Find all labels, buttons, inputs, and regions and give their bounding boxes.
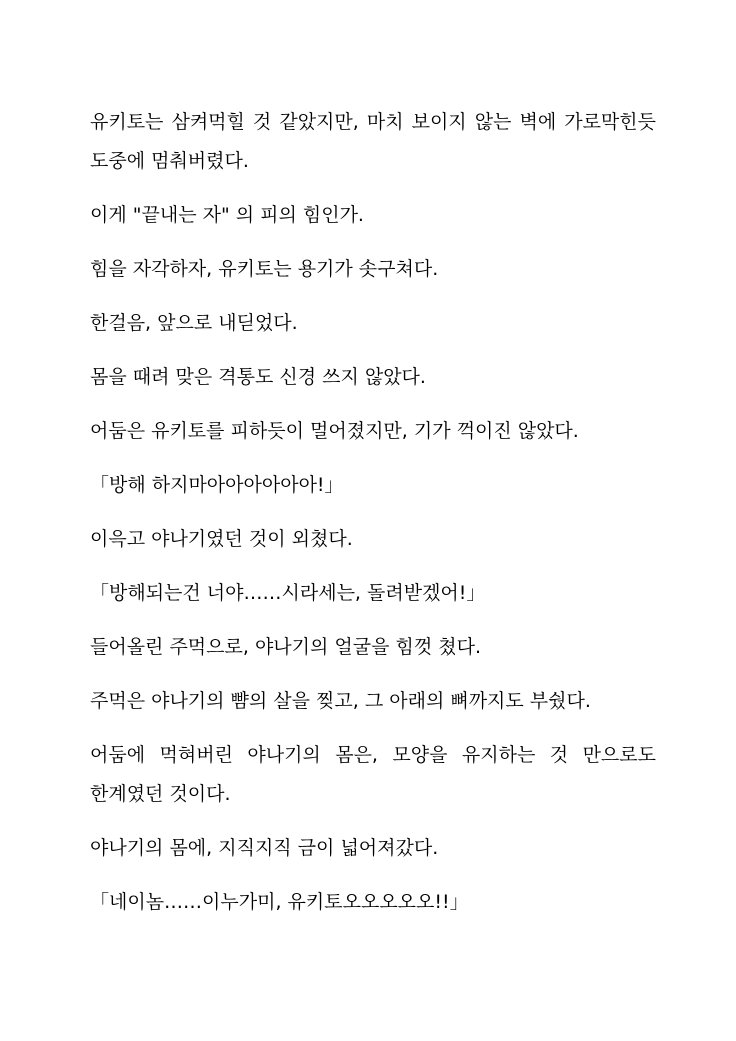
paragraph: 유키토는 삼켜먹힐 것 같았지만, 마치 보이지 않는 벽에 가로막힌듯 도중에 멈춰버렸다. [90,111,656,172]
paragraph: 이윽고 야나기였던 것이 외쳤다. [90,528,353,550]
story-text [90,103,656,937]
dialogue-line: 「방해되는건 너야……시라세는, 돌려받겠어!」 [90,582,486,604]
paragraph: 몸을 때려 맞은 격통도 신경 쓰지 않았다. [90,366,426,388]
paragraph: 어둠은 유키토를 피하듯이 멀어졌지만, 기가 꺽이진 않았다. [90,420,579,442]
dialogue-line: 「네이놈……이누가미, 유키토오오오오오!!」 [90,891,469,913]
paragraph: 힘을 자각하자, 유키토는 용기가 솟구쳐다. [90,258,439,280]
paragraph: 이게 "끝내는 자" 의 피의 힘인가. [90,204,364,226]
paragraph: 한걸음, 앞으로 내딛었다. [90,312,298,334]
paragraph: 주먹은 야나기의 뺨의 살을 찢고, 그 아래의 뼈까지도 부쉈다. [90,690,591,712]
paragraph: 야나기의 몸에, 지직지직 금이 넓어져갔다. [90,837,439,859]
paragraph: 들어올린 주먹으로, 야나기의 얼굴을 힘껏 쳤다. [90,636,482,658]
paragraph: 어둠에 먹혀버린 야나기의 몸은, 모양을 유지하는 것 만으로도 한계였던 것이다. [90,744,656,805]
dialogue-line: 「방해 하지마아아아아아아!」 [90,474,344,496]
